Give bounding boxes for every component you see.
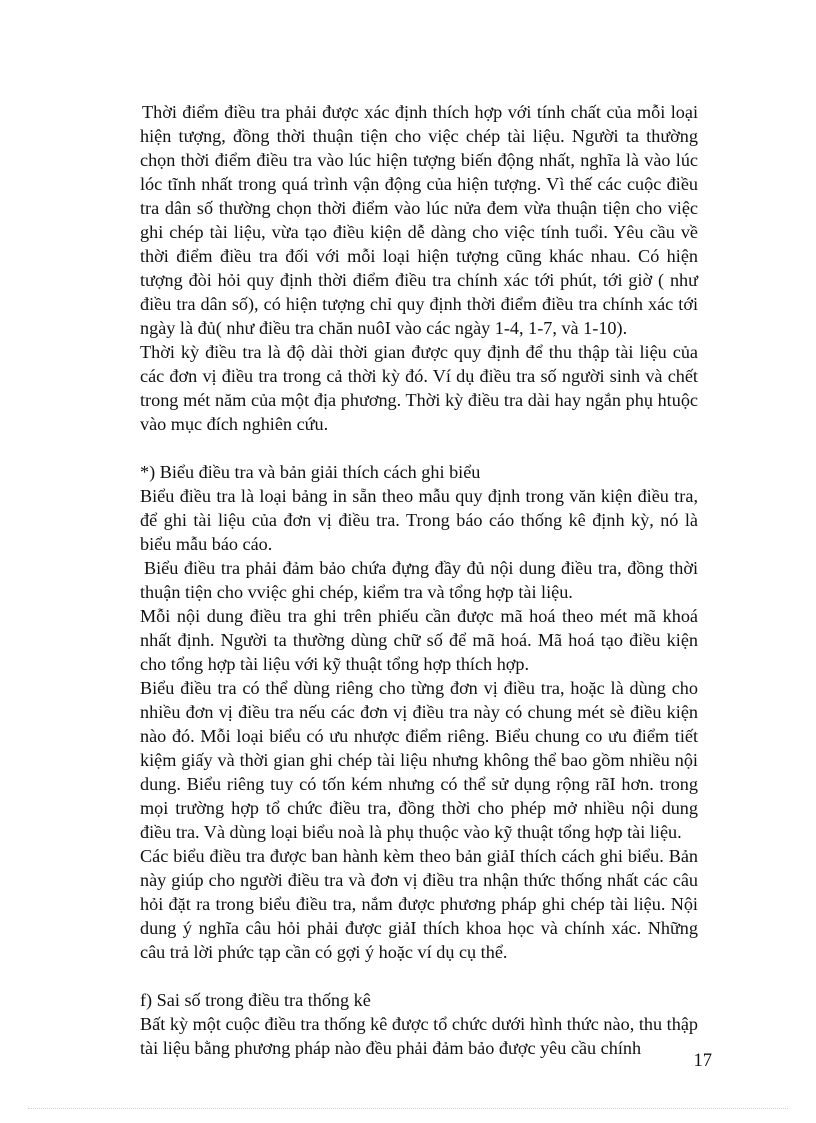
page-bottom-divider <box>28 1108 788 1109</box>
paragraph-survey-errors-intro: Bất kỳ một cuộc điều tra thống kê được tổ chức dưới hình thức nào, thu thập tài liệu bằng phương pháp nào đều phải đảm bảo được yêu cầu chính <box>140 1014 698 1058</box>
page-number: 17 <box>693 1051 712 1071</box>
paragraph-survey-form-definition: Biểu điều tra là loại bảng in sẵn theo mẫu quy định trong văn kiện điều tra, để ghi tài liệu của đơn vị điều tra. Trong báo cáo thống kê định kỳ, nó là biểu mẫu báo cáo. <box>140 486 698 554</box>
paragraph-form-instructions: Các biểu điều tra được ban hành kèm theo bản giảI thích cách ghi biểu. Bản này giúp cho người điều tra và đơn vị điều tra nhận thức thống nhất các câu hỏi đặt ra trong biểu điều tra, nắm được phương pháp ghi chép tài liệu. Nội dung ý nghĩa câu hỏi phải được giảI thích khoa học và chính xác. Những câu trả lời phức tạp cần có gợi ý hoặc ví dụ cụ thể. <box>140 846 698 962</box>
paragraph-survey-time-point: Thời điểm điều tra phải được xác định thích hợp với tính chất của mỗi loại hiện tượng, đồng thời thuận tiện cho việc chép tài liệu. Người ta thường chọn thời điểm điều tra vào lúc hiện tượng biến động nhất, nghĩa là vào lúc lóc tĩnh nhất trong quá trình vận động của hiện tượng. Vì thế các cuộc điều tra dân số thường chọn thời điểm vào lúc nửa đem vừa thuận tiện cho việc ghi chép tài liệu, vừa tạo điều kiện dễ dàng cho việc tính tuổi. Yêu cầu về thời điểm điều tra đối với mỗi loại hiện tượng cũng khác nhau. Có hiện tượng đòi hỏi quy định thời điểm điều tra chính xác tới phút, tới giờ ( như điều tra dân số), có hiện tượng chỉ quy định thời điểm điều tra chính xác tới ngày là đủ( như điều tra chăn nuôI vào các ngày 1-4, 1-7, và 1-10). <box>140 102 698 338</box>
paragraph-gap <box>140 964 698 988</box>
section-heading-survey-errors: f) Sai số trong điều tra thống kê <box>140 990 371 1010</box>
paragraph-survey-period: Thời kỳ điều tra là độ dài thời gian được quy định để thu thập tài liệu của các đơn vị điều tra trong cả thời kỳ đó. Ví dụ điều tra số người sinh và chết trong mét năm của một địa phương. Thời kỳ điều tra dài hay ngắn phụ htuộc vào mục đích nghiên cứu. <box>140 342 698 434</box>
paragraph-survey-coding: Mỗi nội dung điều tra ghi trên phiếu cần được mã hoá theo mét mã khoá nhất định. Người ta thường dùng chữ số để mã hoá. Mã hoá tạo điều kiện cho tổng hợp tài liệu với kỹ thuật tổng hợp thích hợp. <box>140 606 698 674</box>
paragraph-gap <box>140 436 698 460</box>
document-body <box>140 100 698 1060</box>
section-heading-survey-form: *) Biểu điều tra và bản giải thích cách ghi biểu <box>140 462 481 482</box>
paragraph-survey-form-requirements: Biểu điều tra phải đảm bảo chứa đựng đầy đủ nội dung điều tra, đồng thời thuận tiện cho vviệc ghi chép, kiểm tra và tổng hợp tài liệu. <box>140 558 698 602</box>
paragraph-form-types: Biểu điều tra có thể dùng riêng cho từng đơn vị điều tra, hoặc là dùng cho nhiều đơn vị điều tra nếu các đơn vị điều tra này có chung mét sè điều kiện nào đó. Mỗi loại biểu có ưu nhược điểm riêng. Biểu chung co ưu điểm tiết kiệm giấy và thời gian ghi chép tài liệu nhưng không thể bao gồm nhiều nội dung. Biểu riêng tuy có tốn kém nhưng có thể sử dụng rộng rãI hơn. trong mọi trường hợp tổ chức điều tra, đồng thời cho phép mở nhiều nội dung điều tra. Và dùng loại biểu noà là phụ thuộc vào kỹ thuật tổng hợp tài liệu. <box>140 678 698 842</box>
